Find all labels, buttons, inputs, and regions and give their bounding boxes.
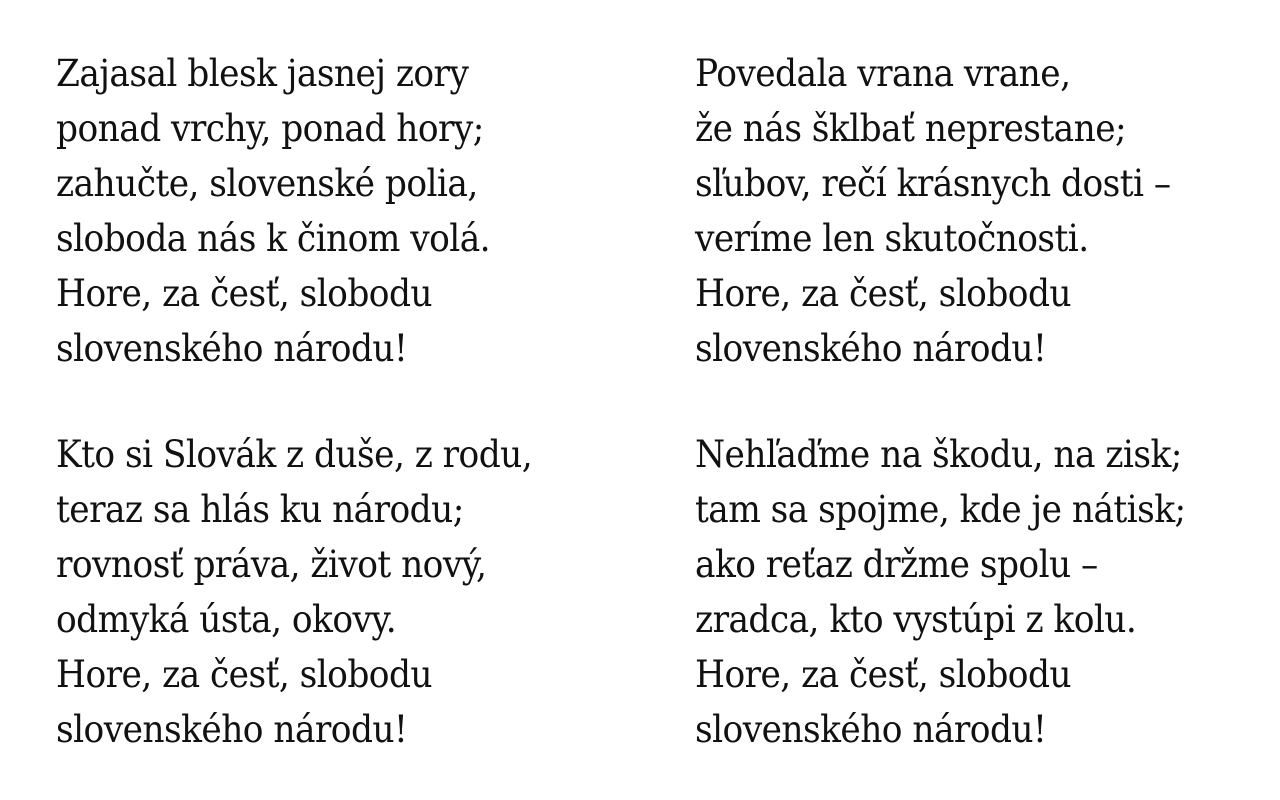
stanza-line: tam sa spojme, kde je nátisk; <box>695 488 1186 531</box>
stanza-line: teraz sa hlás ku národu; <box>56 488 464 531</box>
stanza-line: ako reťaz držme spolu – <box>695 543 1098 586</box>
stanza-line: odmyká ústa, okovy. <box>56 598 397 641</box>
stanza-4 <box>695 427 1280 757</box>
refrain-line: slovenského národu! <box>56 327 408 370</box>
stanza-line: Kto si Slovák z duše, z rodu, <box>56 433 533 476</box>
refrain-line: Hore, za česť, slobodu <box>56 272 433 315</box>
stanza-line: že nás šklbať neprestane; <box>695 107 1127 150</box>
refrain-line: slovenského národu! <box>56 708 408 751</box>
refrain-line: Hore, za česť, slobodu <box>695 272 1072 315</box>
refrain-line: slovenského národu! <box>695 708 1047 751</box>
stanza-line: Zajasal blesk jasnej zory <box>56 52 469 95</box>
stanza-line: veríme len skutočnosti. <box>695 217 1089 260</box>
stanza-3 <box>56 427 656 757</box>
stanza-line: ponad vrchy, ponad hory; <box>56 107 484 150</box>
stanza-1 <box>56 46 656 376</box>
stanza-line: zradca, kto vystúpi z kolu. <box>695 598 1137 641</box>
stanza-line: Povedala vrana vrane, <box>695 52 1071 95</box>
refrain-line: Hore, za česť, slobodu <box>56 653 433 696</box>
stanza-line: rovnosť práva, život nový, <box>56 543 487 586</box>
refrain-line: Hore, za česť, slobodu <box>695 653 1072 696</box>
stanza-line: zahučte, slovenské polia, <box>56 162 478 205</box>
stanza-line: sloboda nás k činom volá. <box>56 217 491 260</box>
stanza-2 <box>695 46 1280 376</box>
stanza-line: sľubov, rečí krásnych dosti – <box>695 162 1171 205</box>
stanza-line: Nehľaďme na škodu, na zisk; <box>695 433 1182 476</box>
refrain-line: slovenského národu! <box>695 327 1047 370</box>
